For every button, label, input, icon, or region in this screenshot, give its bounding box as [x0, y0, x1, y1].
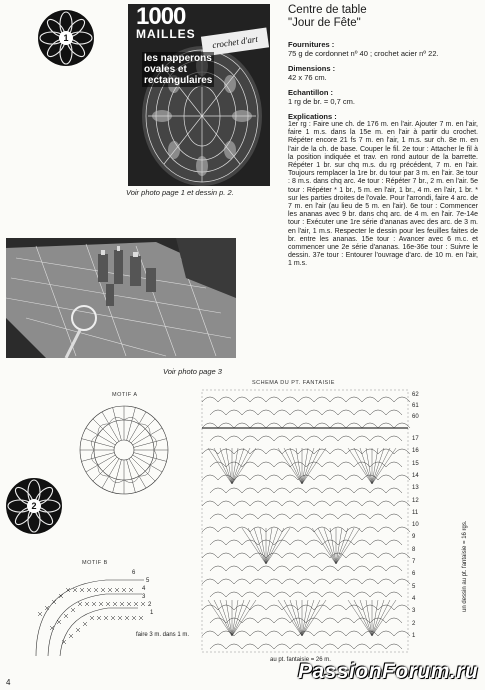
- schema-row-label: 1: [412, 632, 416, 639]
- motif-b-note: faire 3 m. dans 1 m.: [136, 632, 190, 638]
- schema-row-label: 61: [412, 403, 419, 409]
- caption-cover: Voir photo page 1 et dessin p. 2.: [126, 188, 234, 197]
- schema-diagram: [198, 388, 412, 656]
- fournitures-value: 75 g de cordonnet nº 40 ; crochet acier nº 22.: [288, 49, 439, 58]
- table-scene-image: [6, 238, 236, 358]
- dimensions-label: Dimensions :: [288, 64, 336, 73]
- article-title-line2: "Jour de Fête": [288, 17, 361, 29]
- schema-row-label: 5: [412, 583, 416, 590]
- watermark: PassionForum.ru: [298, 660, 479, 683]
- cover-subtitle: [142, 52, 214, 87]
- schema-side-note: un dessin au pt. fantaisie = 16 rgs.: [462, 520, 468, 612]
- motif-b-row-label: 4: [142, 586, 146, 592]
- motif-a-diagram: [64, 398, 184, 498]
- motif-b-row-label: 2: [148, 602, 152, 608]
- explications-text: 1er rg : Faire une ch. de 176 m. en l'air. Ajouter 7 m. en l'air, faire 1 m.s. dans la 15e m. en l'air à partir du crochet. Répéter encore 21 fs 7 m. en l'air, 1 m.s. sur ch. 8e m. en l'air de la ch. de base. Couper le fil. 2e tour : Attacher le fil à la position indiquée et trav. en rond autour de la barrette. Répéter 1 br. sur chq m.s. du rg précédent, 7 m. en l'air. Toujours remplacer la 1re br. du tour par 3 m. en l'air. 3e tour : 8 m.s. dans chq arc. 4e tour : Répéter 7 br., 2 m. en l'air. 5e tour : Répéter * 1 br., 5 m. en l'air, 1 br., 4 m. en l'air, 1 br. * sur les parties droites de l'ovale. Pour l'arrondi, faire 4 arc. de 7 m. en l'air (au lieu de 5 m. en l'air). 6e tour : Commencer les ananas avec 9 br. dans chq arc. de 4 m. en l'air. 7e-14e tour : Exécuter une 1re série d'ananas avec des arc. de 3 m. en l'air, 1 m.s. Respecter le dessin pour les feuilles faites de br. entre les ananas. 15e tour : Avancer avec 6 m.c. et commencer une 2e série d'ananas. 16e-36e tour : Suivre le dessin. 37e tour : Entourer l'ouvrage d'arc. de 10 m. en l'air, 1 m.s.: [288, 121, 478, 268]
- dimensions-value: 42 x 76 cm.: [288, 73, 327, 82]
- flower-icon: [38, 10, 94, 66]
- schema-row-label: 17: [412, 436, 419, 442]
- schema-row-label: 11: [412, 509, 419, 516]
- fournitures-label: Fournitures :: [288, 40, 335, 49]
- page-number: 4: [6, 678, 11, 687]
- cover-subtitle-line: les napperons: [144, 53, 212, 64]
- motif-1-number: 1: [63, 33, 69, 43]
- article: [288, 4, 478, 269]
- schema-row-label: 14: [412, 472, 419, 479]
- flower-icon: [6, 478, 62, 534]
- caption-photo: Voir photo page 3: [163, 367, 222, 376]
- magazine-cover: [128, 4, 270, 186]
- schema-row-label: 16: [412, 448, 419, 455]
- schema-row-label: 13: [412, 485, 419, 492]
- schema-row-label: 15: [412, 460, 419, 467]
- motif-b-diagram: [26, 566, 176, 666]
- cover-brand-number: 1000: [136, 4, 186, 30]
- schema-row-label: 8: [412, 546, 416, 553]
- schema-row-label: 9: [412, 534, 416, 541]
- schema-row-labels: [410, 388, 430, 656]
- schema-row-label: 12: [412, 497, 419, 504]
- echantillon-value: 1 rg de br. = 0,7 cm.: [288, 97, 355, 106]
- schema-row-label: 6: [412, 571, 416, 578]
- cover-subtitle-line: ovales et: [144, 64, 187, 75]
- schema-row-label: 4: [412, 595, 416, 602]
- cover-subtitle-line: rectangulaires: [144, 75, 213, 86]
- schema-row-label: 10: [412, 522, 419, 529]
- motif-a-label: MOTIF A: [112, 392, 138, 398]
- motif-2-emblem: [6, 478, 62, 534]
- article-title-line1: Centre de table: [288, 4, 367, 16]
- cover-badge: crochet d'art: [201, 28, 269, 57]
- cover-brand-word: MAILLES: [136, 27, 196, 41]
- schema-row-label: 62: [412, 392, 419, 398]
- schema-title: SCHEMA DU PT. FANTAISIE: [252, 380, 335, 386]
- explications-label: Explications :: [288, 112, 337, 121]
- echantillon-label: Echantillon :: [288, 88, 333, 97]
- doily-photo: [6, 238, 236, 358]
- schema-row-label: 2: [412, 620, 416, 627]
- motif-b-row-label: 3: [142, 594, 146, 600]
- schema-row-label: 7: [412, 559, 416, 565]
- schema-row-label: 3: [412, 608, 416, 615]
- motif-b-row-label: 5: [146, 578, 150, 584]
- schema-row-label: 60: [412, 414, 419, 420]
- schema-bottom-note: au pt. fantaisie = 26 m.: [270, 657, 331, 663]
- motif-b-row-label: 1: [150, 610, 154, 616]
- motif-1-emblem: [38, 10, 94, 66]
- motif-b-row-label: 6: [132, 570, 136, 576]
- motif-b-label: MOTIF B: [82, 560, 108, 566]
- motif-2-number: 2: [31, 501, 37, 511]
